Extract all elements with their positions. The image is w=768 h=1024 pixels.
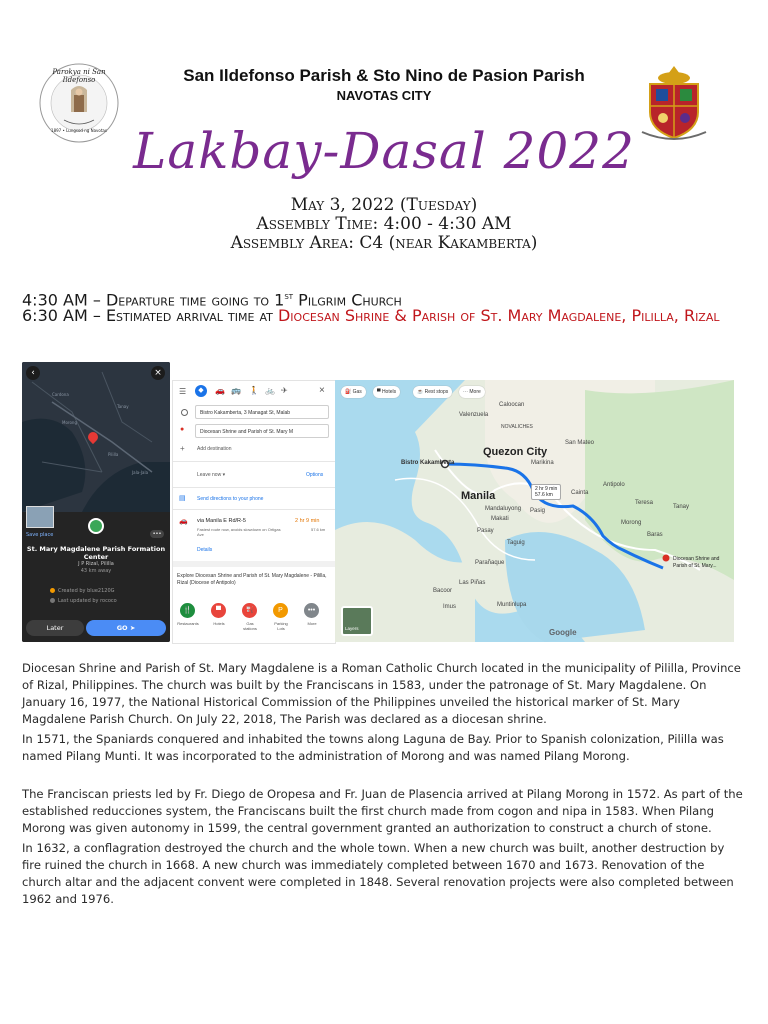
nearby-category-icon: ••• bbox=[304, 603, 319, 618]
nearby-category-label: Parking Lots bbox=[274, 621, 288, 631]
flight-icon[interactable]: ✈ bbox=[281, 386, 288, 395]
close-icon[interactable]: × bbox=[151, 366, 165, 380]
leave-now-label: Leave now bbox=[197, 472, 222, 478]
nearby-category-button[interactable] bbox=[177, 603, 199, 626]
departure-time: 4:30 AM bbox=[22, 290, 88, 310]
map-label: Baras bbox=[647, 532, 663, 538]
map-label: Jala-Jala bbox=[132, 470, 149, 475]
car-icon[interactable]: 🚗 bbox=[215, 386, 225, 395]
city-subheading: NAVOTAS CITY bbox=[336, 88, 432, 103]
go-label: GO bbox=[116, 624, 128, 632]
last-updated-by: Last updated by rococo bbox=[58, 598, 117, 604]
divider bbox=[173, 509, 335, 510]
best-route-icon[interactable]: ◆ bbox=[195, 385, 207, 397]
origin-dot-icon bbox=[181, 409, 188, 416]
map-label: Valenzuela bbox=[459, 412, 489, 418]
history-paragraph: The Franciscan priests led by Fr. Diego de Oropesa and Fr. Juan de Plasencia arrived at Pilang Morong in 1572. As part of the established reducciones system, the Franciscans built the first church made from cogon and nipa in 1583. When Pilang Morong was given autonomy in 1599, the central government granted an authorization to construct a church of stone. bbox=[22, 787, 743, 835]
map-label: Mandaluyong bbox=[485, 506, 522, 512]
close-icon[interactable]: × bbox=[319, 385, 325, 396]
creator-icon bbox=[50, 588, 55, 593]
directions-panel bbox=[172, 380, 336, 644]
route-distance: 57.6 km bbox=[311, 527, 326, 532]
map-label: Taguig bbox=[507, 540, 525, 546]
map-label: Pasay bbox=[477, 528, 494, 534]
map-label: Pasig bbox=[530, 508, 546, 514]
origin-label: Bistro Kakamberta bbox=[401, 460, 455, 466]
nearby-category-label: Gas stations bbox=[243, 621, 257, 631]
phone-navigation-screenshot bbox=[22, 362, 170, 642]
dash: – bbox=[87, 290, 106, 310]
chip-label: Hotels bbox=[381, 389, 397, 395]
layers-button[interactable] bbox=[341, 606, 373, 636]
map-label: Imus bbox=[443, 604, 457, 610]
parish-name-heading: San Ildefonso Parish & Sto Nino de Pasion Parish bbox=[183, 66, 585, 85]
destination-church: Diocesan Shrine & Parish of St. Mary Magdalene, Pililla, Rizal bbox=[277, 306, 720, 325]
destination-label-line1: Diocesan Shrine and bbox=[673, 556, 720, 562]
leave-now-select[interactable]: Leave now ▾ bbox=[197, 472, 226, 478]
nearby-category-icon: 🍴 bbox=[180, 603, 195, 618]
hotels-chip[interactable]: ▀ Hotels bbox=[373, 386, 400, 398]
route-via[interactable]: via Manila E Rd/R-5 bbox=[197, 518, 246, 524]
navigate-arrow-icon: ➤ bbox=[129, 624, 136, 632]
city-label: Manila bbox=[461, 490, 496, 502]
details-link[interactable]: Details bbox=[197, 547, 213, 553]
logo-left-text: Parokya ni San Ildefonso bbox=[52, 68, 106, 84]
map-label: Pililla bbox=[108, 452, 119, 457]
callout-time: 2 hr 9 min bbox=[535, 486, 558, 492]
menu-icon[interactable]: ☰ bbox=[179, 387, 187, 396]
route-note: Fastest route now, avoids slowdown on Ortigas Ave bbox=[197, 527, 281, 537]
departure-text-end: Pilgrim Church bbox=[293, 290, 402, 310]
map-label: Cardona bbox=[52, 392, 69, 397]
history-paragraph: In 1632, a conflagration destroyed the church and the whole town. When a new church was built, another destruction by fire ruined the church in 1668. A new church was immediately completed between 1670 and 1673. Renovation of the church altar and the adjacent convent were completed in 1848. Several renovation projects were also completed between 1962 and 1976. bbox=[22, 841, 734, 906]
created-by: Created by blue2120G bbox=[58, 588, 115, 594]
callout-distance: 57.6 km bbox=[535, 492, 553, 498]
divider bbox=[173, 487, 335, 488]
updated-icon bbox=[50, 598, 55, 603]
arrival-time: 6:30 AM bbox=[22, 306, 88, 325]
map-label: Muntinlupa bbox=[497, 602, 527, 608]
map-label: Tanay bbox=[673, 504, 690, 510]
place-distance: 43 km away bbox=[80, 568, 112, 574]
map-label: Morong bbox=[621, 520, 642, 526]
destination-input[interactable]: Diocesan Shrine and Parish of St. Mary M bbox=[195, 424, 329, 438]
map-label: Makati bbox=[491, 516, 509, 522]
map-label: Parañaque bbox=[475, 560, 505, 566]
more-chip[interactable]: ⋯ More bbox=[459, 386, 485, 398]
bike-icon[interactable]: 🚲 bbox=[265, 386, 275, 395]
transit-icon[interactable]: 🚌 bbox=[231, 386, 241, 395]
nearby-category-icon: P bbox=[273, 603, 288, 618]
google-logo: Google bbox=[549, 628, 577, 637]
divider bbox=[173, 461, 335, 462]
map-label: Cainta bbox=[571, 490, 589, 496]
nearby-category-icon: ▀ bbox=[211, 603, 226, 618]
dash: – bbox=[87, 306, 106, 325]
layers-label: Layers bbox=[345, 626, 359, 631]
nearby-category-button[interactable] bbox=[301, 603, 323, 626]
send-directions-link[interactable]: Send directions to your phone bbox=[197, 496, 264, 502]
nearby-category-icon: ⛽ bbox=[242, 603, 257, 618]
nearby-category-button[interactable] bbox=[208, 603, 230, 626]
destination-pin-icon: ● bbox=[180, 426, 185, 433]
send-to-phone-icon: ▤ bbox=[179, 495, 186, 502]
divider bbox=[173, 561, 335, 567]
event-date: May 3, 2022 (Tuesday) bbox=[290, 195, 478, 215]
car-icon: 🚗 bbox=[179, 518, 188, 525]
origin-input[interactable]: Bistro Kakamberta, 3 Managat St, Malab bbox=[195, 405, 329, 419]
more-options-icon[interactable]: ••• bbox=[150, 530, 164, 538]
place-category-icon bbox=[88, 518, 104, 534]
map-label: Teresa bbox=[635, 500, 654, 506]
map-label: NOVALICHES bbox=[501, 424, 533, 430]
add-icon: + bbox=[180, 444, 185, 453]
route-time-callout[interactable] bbox=[531, 484, 561, 500]
nearby-categories bbox=[177, 603, 331, 639]
departure-text: Departure time going to 1 bbox=[105, 290, 285, 310]
nearby-category-button[interactable] bbox=[270, 603, 292, 631]
city-label: Quezon City bbox=[483, 446, 548, 458]
gas-chip[interactable]: ⛽ Gas bbox=[341, 386, 366, 398]
map-label: Bacoor bbox=[433, 588, 453, 594]
walk-icon[interactable]: 🚶 bbox=[249, 386, 259, 395]
destination-label-line2: Parish of St. Mary... bbox=[673, 563, 717, 569]
arrival-text: Estimated arrival time at bbox=[105, 306, 278, 325]
map-label: Las Piñas bbox=[459, 580, 486, 586]
go-button[interactable] bbox=[86, 620, 166, 636]
back-icon[interactable]: ‹ bbox=[26, 366, 40, 380]
ordinal-suffix: st bbox=[284, 291, 294, 302]
assembly-time: Assembly Time: 4:00 - 4:30 AM bbox=[256, 214, 512, 234]
save-place-button[interactable]: Save place bbox=[26, 532, 54, 538]
assembly-area: Assembly Area: C4 (near Kakamberta) bbox=[230, 233, 538, 253]
event-title: Lakbay-Dasal 2022 bbox=[133, 122, 635, 180]
route-time: 2 hr 9 min bbox=[295, 518, 320, 524]
nearby-category-label: Restaurants bbox=[177, 621, 199, 626]
rest-stops-chip[interactable]: ☕ Rest stops bbox=[413, 386, 452, 398]
logo-left-subtext: 1897 • Lungsod ng Navotas bbox=[51, 128, 107, 133]
later-button[interactable]: Later bbox=[26, 620, 84, 636]
options-link[interactable]: Options bbox=[306, 472, 324, 478]
chip-label: Rest stops bbox=[424, 389, 449, 395]
route-map[interactable] bbox=[335, 380, 734, 642]
nearby-category-button[interactable] bbox=[239, 603, 261, 631]
explore-text: Explore Diocesan Shrine and Parish of St. Mary Magdalene - Pililla, Rizal (Diocese of Antipolo) bbox=[177, 573, 327, 586]
place-photo-thumbnail[interactable] bbox=[26, 506, 54, 528]
phone-map[interactable] bbox=[22, 362, 170, 512]
history-paragraph: In 1571, the Spaniards conquered and inhabited the towns along Laguna de Bay. Prior to Spanish colonization, Pililla was named Pilang Munti. It was incorporated to the administration of Morong and was named Pilang Morong. bbox=[22, 732, 724, 763]
place-title: St. Mary Magdalene Parish Formation Center bbox=[26, 545, 166, 561]
map-label: Tanay bbox=[117, 404, 129, 409]
map-label: Morong bbox=[62, 420, 77, 425]
map-label: San Mateo bbox=[565, 440, 595, 446]
place-address: J P Rizal, Pililla bbox=[78, 561, 114, 567]
map-label: Marikina bbox=[531, 460, 554, 466]
chip-label: More bbox=[469, 389, 481, 395]
history-paragraph: Diocesan Shrine and Parish of St. Mary Magdalene is a Roman Catholic Church located in the municipality of Pililla, Province of Rizal, Philippines. The church was built by the Franciscans in 1583, under the patronage of St. Mary Magdalene. On January 16, 1977, the National Historical Commission of the Philippines unveiled the historical marker of St. Mary Magdalene Parish Church. On July 22, 2018, The Parish was declared as a diocesan shrine. bbox=[22, 661, 741, 726]
chip-label: Gas bbox=[352, 389, 362, 395]
nearby-category-label: Hotels bbox=[213, 621, 225, 626]
itinerary-arrival-line bbox=[22, 306, 742, 326]
map-label: Caloocan bbox=[499, 402, 525, 408]
map-label: Antipolo bbox=[603, 482, 625, 488]
nearby-category-label: More bbox=[307, 621, 317, 626]
add-destination-link[interactable]: Add destination bbox=[197, 446, 232, 452]
